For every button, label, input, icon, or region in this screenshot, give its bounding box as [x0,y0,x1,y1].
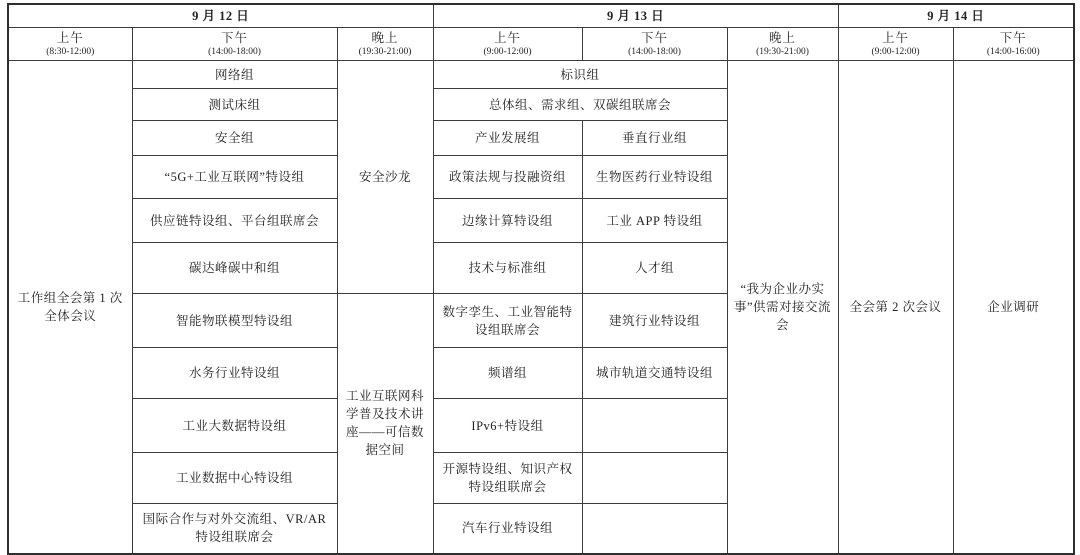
cell-sep13-pm-empty [582,504,727,554]
session-sep14-am [838,28,953,61]
cell-sep13-pm-biomed: 生物医药行业特设组 [582,156,727,199]
session-period: 上午 [882,31,910,45]
cell-sep13-pm-empty [582,453,727,504]
date-sep13: 9 月 13 日 [433,4,838,28]
cell-sep12-pm-5g: “5G+工业互联网”特设组 [132,156,337,199]
session-period: 晚上 [769,31,797,45]
cell-sep13-pm-vertical: 垂直行业组 [582,121,727,156]
session-sep14-pm [953,28,1074,61]
date-sep14: 9 月 14 日 [838,4,1074,28]
cell-sep13-pm-talent: 人才组 [582,243,727,294]
cell-sep14-pm-research: 企业调研 [953,61,1074,554]
date-header-row [8,4,1074,28]
cell-sep13-pm-construction: 建筑行业特设组 [582,294,727,348]
cell-sep13-pm-app: 工业 APP 特设组 [582,199,727,243]
session-time: (14:00-16:00) [986,47,1040,57]
session-period: 上午 [493,31,521,45]
session-period: 上午 [56,31,84,45]
session-period: 下午 [999,31,1027,45]
session-period: 晚上 [371,31,399,45]
cell-sep13-eve-exchange: “我为企业办实事”供需对接交流会 [727,61,838,554]
cell-sep13-pm-empty [582,399,727,453]
cell-sep12-pm-testbed: 测试床组 [132,89,337,121]
date-sep12: 9 月 12 日 [8,4,433,28]
cell-sep12-pm-aiot: 智能物联模型特设组 [132,294,337,348]
session-sep12-eve [337,28,433,61]
cell-sep12-pm-network: 网络组 [132,61,337,89]
session-time: (19:30-21:00) [358,47,412,57]
session-period: 下午 [220,31,248,45]
cell-sep13-am-standards: 技术与标准组 [433,243,582,294]
cell-sep13-am-industry-dev: 产业发展组 [433,121,582,156]
session-period: 下午 [640,31,668,45]
session-time: (9:00-12:00) [871,47,920,57]
conference-schedule-table [7,3,1075,555]
cell-sep13-am-opensource: 开源特设组、知识产权特设组联席会 [433,453,582,504]
cell-sep12-pm-international: 国际合作与对外交流组、VR/AR 特设组联席会 [132,504,337,554]
cell-sep12-pm-bigdata: 工业大数据特设组 [132,399,337,453]
cell-sep13-pm-rail: 城市轨道交通特设组 [582,348,727,399]
schedule-row [8,61,1074,89]
cell-sep13-identifier: 标识组 [433,61,727,89]
cell-sep14-am-plenary2: 全会第 2 次会议 [838,61,953,554]
session-time: (14:00-18:00) [628,47,681,57]
cell-sep13-am-ipv6: IPv6+特设组 [433,399,582,453]
cell-sep13-am-policy: 政策法规与投融资组 [433,156,582,199]
session-sep13-pm [582,28,727,61]
session-sep13-eve [727,28,838,61]
session-sep12-am [8,28,132,61]
cell-sep13-am-spectrum: 频谱组 [433,348,582,399]
session-sep12-pm [132,28,337,61]
session-time: (14:00-18:00) [208,47,261,57]
cell-sep13-am-digitaltwin: 数字孪生、工业智能特设组联席会 [433,294,582,348]
cell-sep13-am-automotive: 汽车行业特设组 [433,504,582,554]
cell-sep12-eve-lecture: 工业互联网科学普及技术讲座——可信数据空间 [337,294,433,554]
cell-sep12-pm-security: 安全组 [132,121,337,156]
cell-sep12-pm-supplychain: 供应链特设组、平台组联席会 [132,199,337,243]
cell-sep12-pm-water: 水务行业特设组 [132,348,337,399]
cell-sep12-eve-security-salon: 安全沙龙 [337,61,433,294]
time-header-row [8,28,1074,61]
session-time: (19:30-21:00) [756,47,809,57]
cell-sep12-pm-carbon: 碳达峰碳中和组 [132,243,337,294]
session-time: (9:00-12:00) [483,47,532,57]
cell-sep13-joint-general: 总体组、需求组、双碳组联席会 [433,89,727,121]
session-time: (8:30-12:00) [46,47,95,57]
cell-sep13-am-edge: 边缘计算特设组 [433,199,582,243]
session-sep13-am [433,28,582,61]
cell-sep12-pm-datacenter: 工业数据中心特设组 [132,453,337,504]
cell-sep12-morning-plenary: 工作组全会第 1 次全体会议 [8,61,132,554]
